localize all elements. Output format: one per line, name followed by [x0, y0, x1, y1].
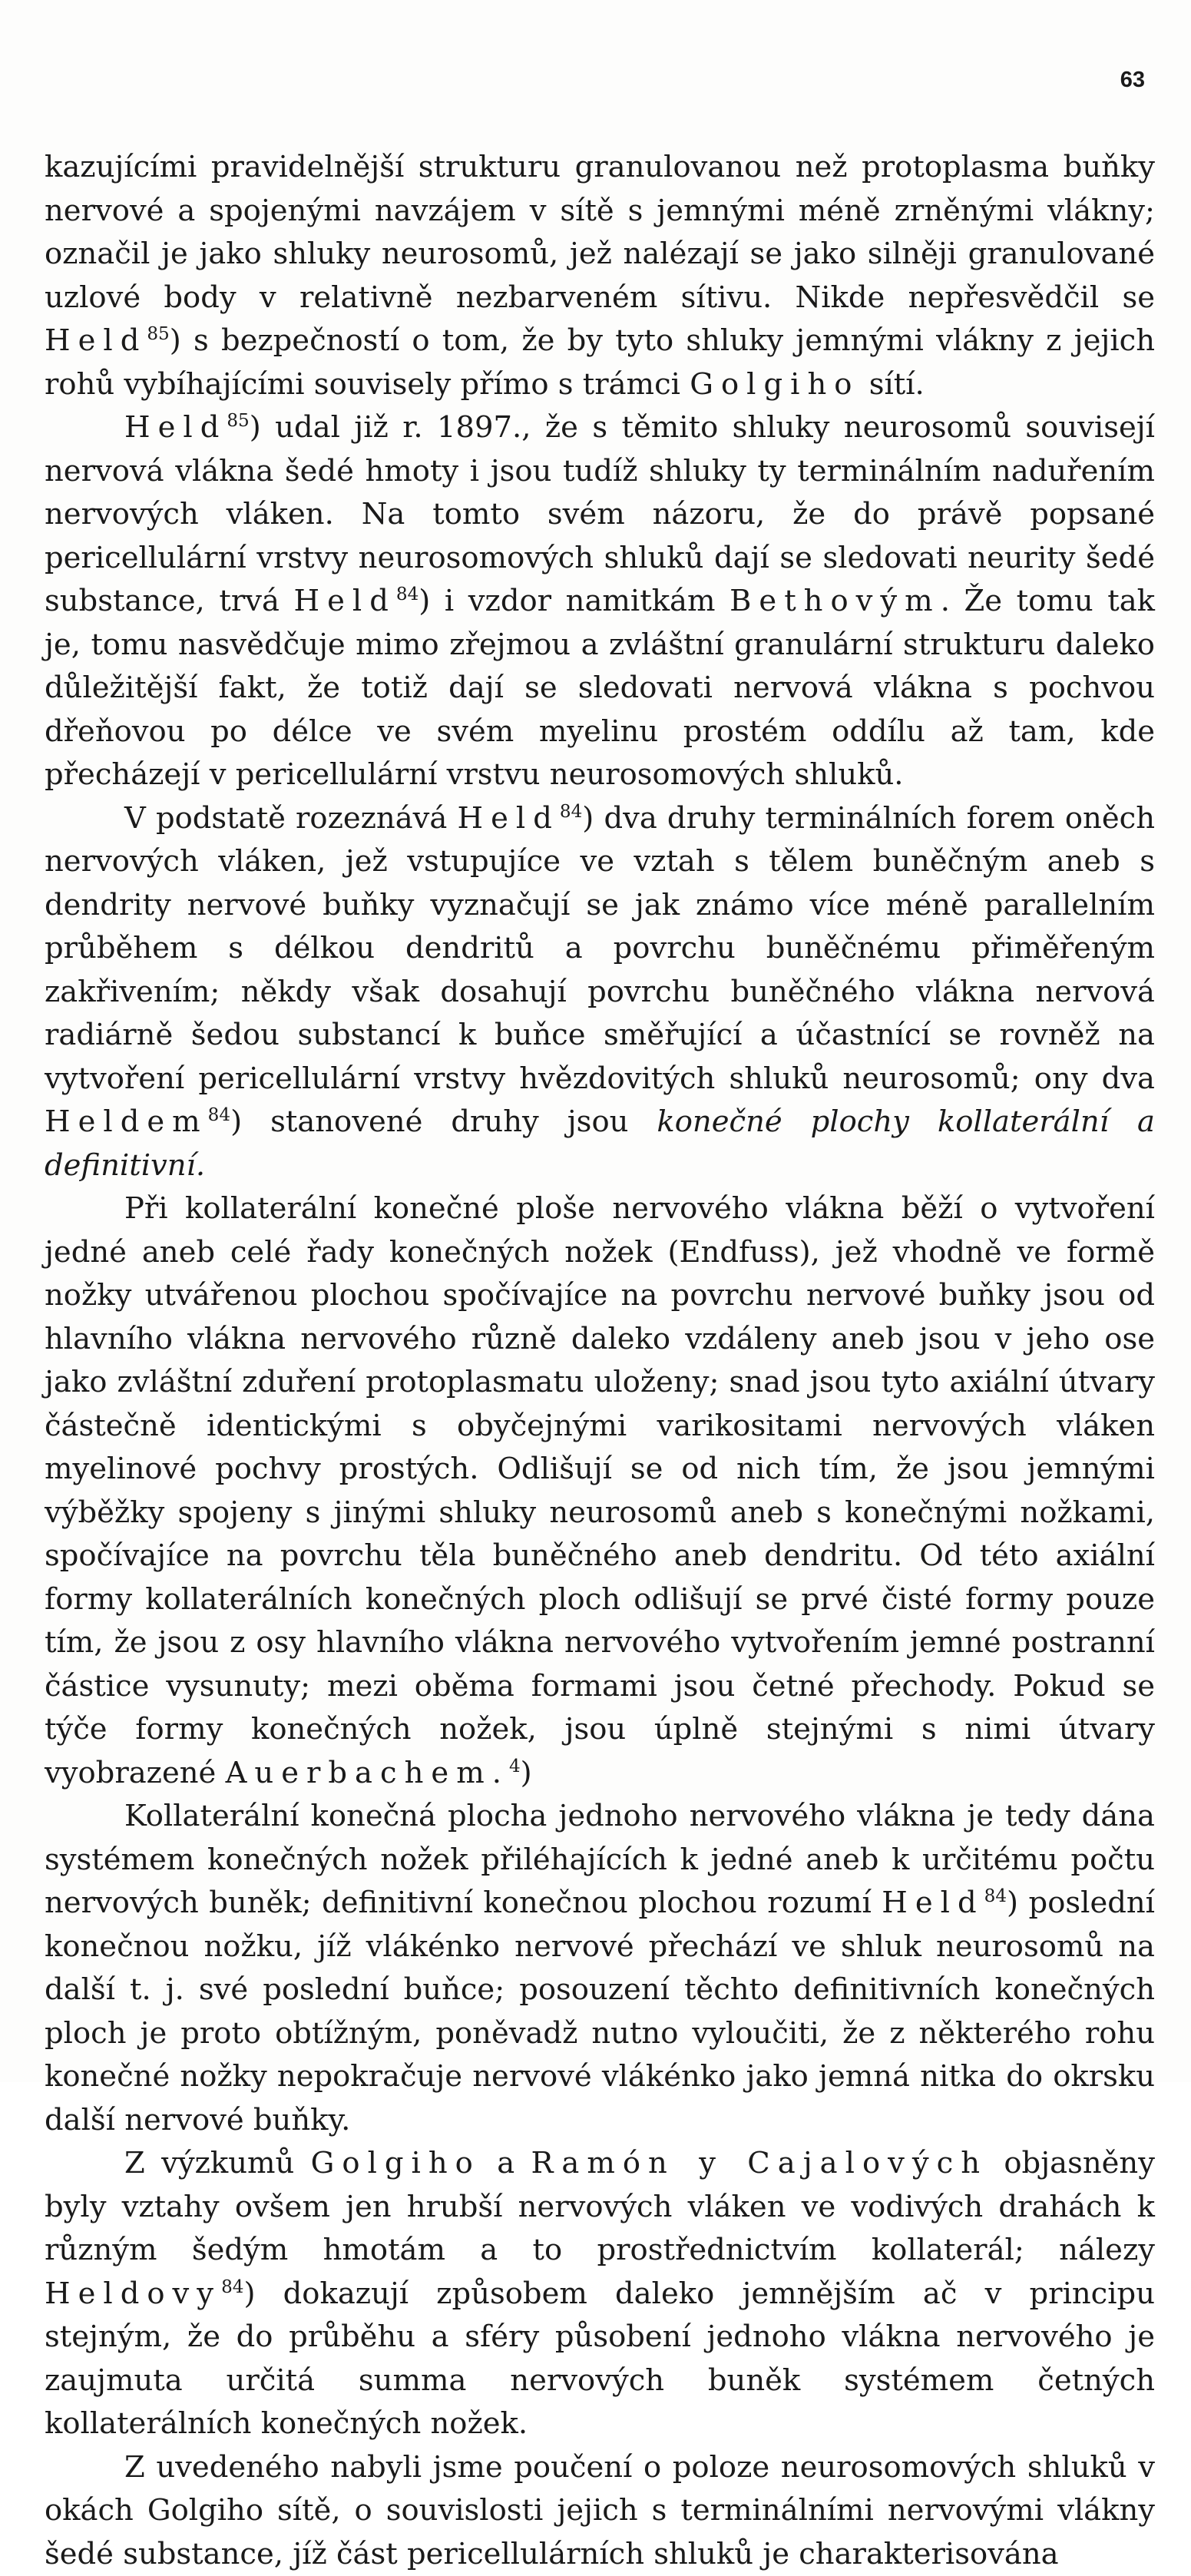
paragraph-1: kazujícími pravidelnější strukturu granulovanou než protoplasma buňky nervové a spojenými navzájem v sítě s jemnými méně zrněnými vlákny; označil je jako shluky neurosomů, jež nalézají se jako silněji granulované uzlové body v relativně nezbarveném sítivu. Nikde nepřesvědčil se Held$^{85}$) s bezpečností o tom, že by tyto shluky jemnými vlákny z jejich rohů vybíhajícími souvisely přímo s trámci Golgiho sítí. — [45, 146, 1155, 406]
paragraph-6: Z výzkumů Golgiho a Ramón y Cajalových objasněny byly vztahy ovšem jen hrubší nervových vláken ve vodivých drahách k různým šedým hmotám a to prostřednictvím kollaterál; nálezy Heldovy$^{84}$) dokazují způsobem daleko jemnějším ač v principu stejným, že do průběhu a sféry působení jednoho vlákna nervového je zaujmuta určitá summa nervových buněk systémem četných kollaterálních konečných nožek. — [45, 2142, 1155, 2446]
body-text — [45, 146, 1155, 2576]
footnote-ref: 84 — [560, 802, 582, 822]
footnote-ref: 85 — [227, 411, 249, 431]
author-name: Golgiho — [690, 367, 859, 402]
italic-term: konečné plochy kollaterální a definitivní. — [45, 1104, 1155, 1183]
author-name: Held — [45, 323, 147, 358]
paragraph-3: V podstatě rozeznává Held$^{84}$) dva druhy terminálních forem oněch nervových vláken, jež vstupujíce ve vztah s tělem buněčným aneb s dendrity nervové buňky vyznačují se jak známo více méně parallelním průběhem s délkou dendritů a povrchu buněčnému přiměřeným zakřivením; někdy však dosahují povrchu buněčného vlákna nervová radiárně šedou substancí k buňce směřující a účastnící se rovněž na vytvoření pericellulární vrstvy hvězdovitých shluků neurosomů; ony dva Heldem$^{84}$) stanovené druhy jsou konečné plochy kollaterální a definitivní. — [45, 797, 1155, 1188]
author-name: Held — [882, 1886, 984, 1920]
author-name: Bethovým — [729, 584, 941, 618]
author-name: Ramón y Cajalových — [531, 2146, 988, 2180]
author-name: Heldovy — [45, 2276, 221, 2311]
author-name: Heldem — [45, 1104, 208, 1139]
paragraph-2: Held$^{85}$) udal již r. 1897., že s těmito shluky neurosomů souvisejí nervová vlákna šedé hmoty i jsou tudíž shluky ty terminálním naduřením nervových vláken. Na tomto svém názoru, že do právě popsané pericellulární vrstvy neurosomových shluků dají se sledovati neurity šedé substance, trvá Held$^{84}$) i vzdor namitkám Bethovým. Že tomu tak je, tomu nasvědčuje mimo zřejmou a zvláštní granulární strukturu daleko důležitější fakt, že totiž dají se sledovati nervová vlákna s pochvou dřeňovou po délce ve svém myelinu prostém oddílu až tam, kde přecházejí v pericellulární vrstvu neurosomových shluků. — [45, 406, 1155, 797]
footnote-ref: 84 — [221, 2277, 243, 2297]
paragraph-5: Kollaterální konečná plocha jednoho nervového vlákna je tedy dána systémem konečných nožek přiléhajících k jedné aneb k určitému počtu nervových buněk; definitivní konečnou plochou rozumí Held$^{84}$) poslední konečnou nožku, jíž vlákénko nervové přechází ve shluk neurosomů na další t. j. své poslední buňce; posouzení těchto definitivních konečných ploch je proto obtížným, poněvadž nutno vyloučiti, že z některého rohu konečné nožky nepokračuje nervové vlákénko jako jemná nitka do okrsku další nervové buňky. — [45, 1795, 1155, 2142]
footnote-ref: 84 — [396, 584, 419, 604]
author-name: Held — [124, 410, 227, 445]
author-name: Held — [458, 801, 560, 836]
footnote-ref: 4 — [509, 1757, 521, 1776]
footnote-ref: 85 — [147, 324, 169, 344]
paragraph-4: Při kollaterální konečné ploše nervového vlákna běží o vytvoření jedné aneb celé řady konečných nožek (Endfuss), jež vhodně ve formě nožky utvářenou plochou spočívajíce na povrchu nervové buňky jsou od hlavního vlákna nervového různě daleko vzdáleny aneb jsou v jeho ose jako zvláštní zduření protoplasmatu uloženy; snad jsou tyto axiální útvary částečně identickými s obyčejnými varikositami nervových vláken myelinové pochvy prostých. Odlišují se od nich tím, že jsou jemnými výběžky spojeny s jinými shluky neurosomů aneb s konečnými nožkami, spočívajíce na povrchu těla buněčného aneb dendritu. Od této axiální formy kollaterálních konečných ploch odlišují se prvé čisté formy pouze tím, že jsou z osy hlavního vlákna nervového vytvořením jemné postranní částice vysunuty; mezi oběma formami jsou četné přechody. Pokud se týče formy konečných nožek, jsou úplně stejnými s nimi útvary vyobrazené Auerbachem.$^4$) — [45, 1187, 1155, 1795]
page-number: 63 — [1120, 68, 1145, 93]
author-name: Held — [294, 584, 396, 618]
footnote-ref: 84 — [984, 1886, 1007, 1906]
author-name: Golgiho — [311, 2146, 481, 2180]
paragraph-7: Z uvedeného nabyli jsme poučení o poloze neurosomových shluků v okách Golgiho sítě, o souvislosti jejich s terminálními nervovými vlákny šedé substance, jíž část pericellulárních shluků je charakterisována — [45, 2446, 1155, 2576]
author-name: Auerbachem. — [226, 1756, 509, 1790]
footnote-ref: 84 — [208, 1105, 230, 1125]
